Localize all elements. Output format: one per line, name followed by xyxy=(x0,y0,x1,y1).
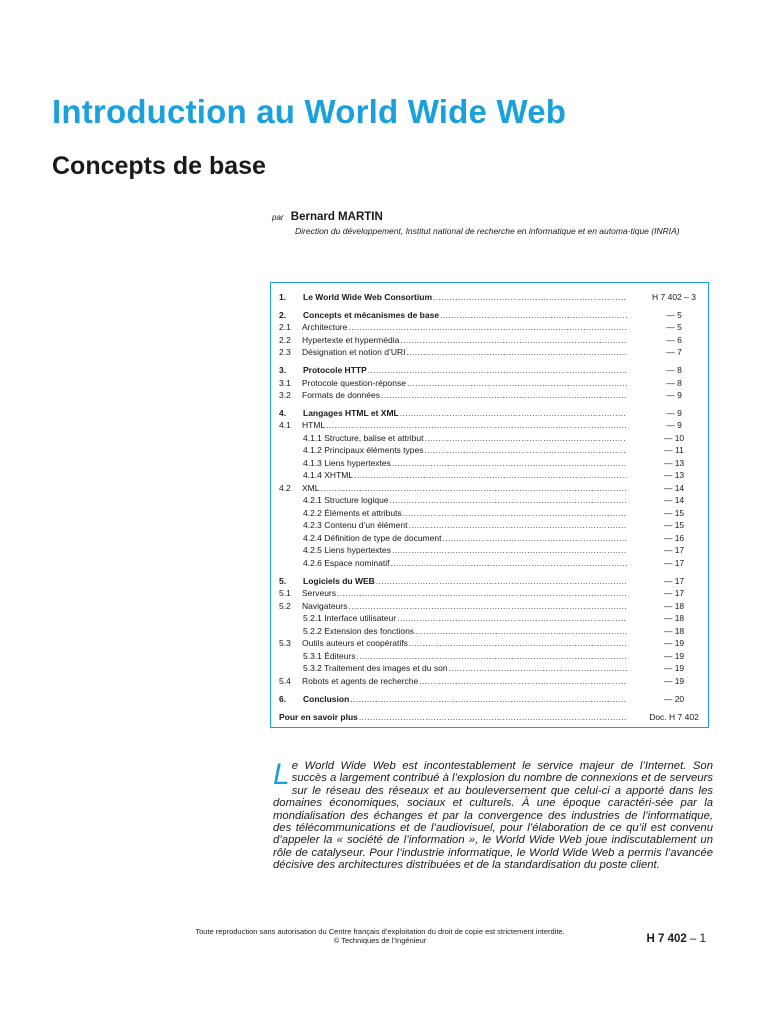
toc-entry[interactable] xyxy=(279,321,707,333)
toc-page-ref: — 18 xyxy=(663,601,685,611)
toc-page-ref: — 8 xyxy=(666,378,682,388)
toc-page-ref: — 18 xyxy=(663,613,685,623)
toc-page-ref: — 8 xyxy=(666,365,682,375)
toc-page-ref: — 17 xyxy=(663,558,685,568)
toc-page-ref: — 18 xyxy=(663,626,685,636)
toc-title-line xyxy=(279,711,627,723)
toc-entry[interactable] xyxy=(279,587,707,599)
toc-title-line xyxy=(303,612,627,624)
toc-leader-dots xyxy=(354,469,627,481)
toc-label: 4.2.2 Éléments et attributs xyxy=(303,508,402,518)
toc-label: Conclusion xyxy=(303,694,350,704)
toc-number: 5.2 xyxy=(279,601,291,611)
toc-label: 4.2.4 Définition de type de document xyxy=(303,533,442,543)
toc-leader-dots xyxy=(415,625,627,637)
toc-page-ref: — 5 xyxy=(666,322,682,332)
toc-number: 5.3 xyxy=(279,638,291,648)
toc-leader-dots xyxy=(449,662,627,674)
toc-title-line xyxy=(302,482,627,494)
toc-title-line xyxy=(303,494,627,506)
toc-label: 4.2.6 Espace nominatif xyxy=(303,558,390,568)
copyright-line: Toute reproduction sans autorisation du Centre français d’exploitation du droit de copie est strictement interdite. xyxy=(195,927,565,936)
toc-title-line xyxy=(303,457,627,469)
toc-title-line xyxy=(303,662,627,674)
toc-leader-dots xyxy=(390,494,627,506)
toc-leader-dots xyxy=(326,419,627,431)
toc-page-ref: — 13 xyxy=(663,470,685,480)
toc-page-ref: — 15 xyxy=(663,508,685,518)
toc-entry[interactable] xyxy=(279,693,707,705)
copyright-notice xyxy=(100,927,660,945)
page-number: 1 xyxy=(699,933,706,945)
table-of-contents xyxy=(270,282,709,728)
toc-entry[interactable] xyxy=(279,650,707,662)
toc-number: 2.1 xyxy=(279,322,291,332)
toc-label: 4.2.1 Structure logique xyxy=(303,495,389,505)
toc-entry[interactable] xyxy=(279,625,707,637)
toc-label: XML xyxy=(302,483,320,493)
toc-entry[interactable] xyxy=(279,519,707,531)
toc-title-line xyxy=(303,444,627,456)
toc-entry[interactable] xyxy=(279,389,707,401)
toc-page-ref: — 19 xyxy=(663,663,685,673)
toc-page-ref: H 7 402 – 3 xyxy=(652,292,696,302)
toc-leader-dots xyxy=(337,587,627,599)
toc-leader-dots xyxy=(381,389,627,401)
toc-number: 5.4 xyxy=(279,676,291,686)
toc-leader-dots xyxy=(400,334,627,346)
page-separator: – xyxy=(686,933,700,945)
copyright-owner: © Techniques de l’Ingénieur xyxy=(333,936,427,945)
toc-entry[interactable] xyxy=(279,419,707,431)
toc-leader-dots xyxy=(320,482,627,494)
document-title: Introduction au World Wide Web xyxy=(52,93,567,130)
toc-entry[interactable] xyxy=(279,507,707,519)
author-line xyxy=(272,211,722,223)
toc-page-ref: — 5 xyxy=(666,310,682,320)
toc-entry[interactable] xyxy=(279,494,707,506)
toc-title-line xyxy=(303,575,627,587)
toc-label: 4.1.3 Liens hypertextes xyxy=(303,458,391,468)
toc-label: 4.2.5 Liens hypertextes xyxy=(303,545,391,555)
toc-page-ref: — 9 xyxy=(666,390,682,400)
toc-page-ref: — 11 xyxy=(664,445,684,455)
toc-title-line xyxy=(302,377,627,389)
toc-leader-dots xyxy=(348,600,627,612)
toc-number: 2. xyxy=(279,310,287,320)
toc-label: Concepts et mécanismes de base xyxy=(303,310,440,320)
author-block xyxy=(272,211,722,236)
toc-number: 4.1 xyxy=(279,420,291,430)
toc-page-ref: — 13 xyxy=(663,458,685,468)
toc-label: 5.2.2 Extension des fonctions xyxy=(303,626,415,636)
toc-title-line xyxy=(303,519,627,531)
toc-leader-dots xyxy=(368,364,627,376)
toc-leader-dots xyxy=(376,575,627,587)
toc-number: 5. xyxy=(279,576,287,586)
toc-label: Protocole question-réponse xyxy=(302,378,406,388)
toc-leader-dots xyxy=(440,309,627,321)
toc-entry[interactable] xyxy=(279,444,707,456)
toc-title-line xyxy=(303,532,627,544)
document-subtitle: Concepts de base xyxy=(52,152,266,180)
toc-page-ref: — 14 xyxy=(663,495,685,505)
toc-number: 3.2 xyxy=(279,390,291,400)
toc-label: Logiciels du WEB xyxy=(303,576,375,586)
drop-cap: L xyxy=(273,758,290,791)
toc-leader-dots xyxy=(407,377,627,389)
toc-title-line xyxy=(303,693,627,705)
toc-label: Hypertexte et hypermédia xyxy=(302,335,400,345)
toc-title-line xyxy=(302,334,627,346)
toc-label: Désignation et notion d’URI xyxy=(302,347,406,357)
toc-number: 4.2 xyxy=(279,483,291,493)
toc-leader-dots xyxy=(392,457,627,469)
toc-page-ref: — 17 xyxy=(663,576,685,586)
toc-leader-dots xyxy=(424,432,627,444)
toc-leader-dots xyxy=(419,675,627,687)
page-reference xyxy=(647,933,706,945)
toc-leader-dots xyxy=(403,507,627,519)
toc-entry[interactable] xyxy=(279,662,707,674)
toc-leader-dots xyxy=(409,637,627,649)
toc-leader-dots xyxy=(359,711,627,723)
toc-title-line xyxy=(303,650,627,662)
toc-page-ref: — 17 xyxy=(663,545,685,555)
toc-entry[interactable] xyxy=(279,675,707,687)
toc-entry[interactable] xyxy=(279,612,707,624)
toc-page-ref: — 6 xyxy=(666,335,682,345)
toc-label: 4.2.3 Contenu d’un élément xyxy=(303,520,408,530)
author-name: Bernard MARTIN xyxy=(290,211,383,223)
toc-entry[interactable] xyxy=(279,457,707,469)
toc-entry[interactable] xyxy=(279,309,707,321)
toc-leader-dots xyxy=(392,544,627,556)
toc-label: Langages HTML et XML xyxy=(303,408,399,418)
toc-label: Navigateurs xyxy=(302,601,348,611)
toc-label: Serveurs xyxy=(302,588,337,598)
toc-entry[interactable] xyxy=(279,364,707,376)
toc-title-line xyxy=(303,507,627,519)
toc-label: Outils auteurs et coopératifs xyxy=(302,638,408,648)
toc-leader-dots xyxy=(408,519,627,531)
intro-text: e World Wide Web est incontestablement le service majeur de l’Internet. Son succès a largement contribué à l’explosion du nombre de connexions et de serveurs sur le réseau des réseaux et au bouleversement que celui-ci a apporté dans les domaines économiques, sociaux et culturels. À une époque caractéri-sée par la mondialisation des échanges et par la convergence des industries de l’informatique, des télécommunications et de l’audiovisuel, pour l’élaboration de ce qu’il est convenu d’appeler la « société de l’information », le World Wide Web joue indiscutablement un rôle de catalyseur. Pour l’industrie informatique, le World Wide Web a permis l’avancée décisive des architectures distribuées et de la standardisation du poste client. xyxy=(273,760,713,872)
toc-title-line xyxy=(303,364,627,376)
toc-label: Architecture xyxy=(302,322,348,332)
toc-entry[interactable] xyxy=(279,407,707,419)
toc-page-ref: — 19 xyxy=(663,676,685,686)
toc-title-line xyxy=(302,419,627,431)
author-prefix: par xyxy=(272,213,284,222)
toc-page-ref: — 19 xyxy=(663,651,685,661)
toc-entry[interactable] xyxy=(279,334,707,346)
toc-leader-dots xyxy=(356,650,627,662)
author-affiliation: Direction du développement, Institut national de recherche en informatique et en automa-tique (INRIA) xyxy=(295,226,680,236)
toc-page-ref: — 19 xyxy=(663,638,685,648)
toc-label: 4.1.4 XHTML xyxy=(303,470,354,480)
toc-entry[interactable] xyxy=(279,291,707,303)
intro-paragraph xyxy=(273,760,713,872)
toc-entry[interactable] xyxy=(279,346,707,358)
toc-title-line xyxy=(303,309,627,321)
toc-page-ref: — 20 xyxy=(663,694,685,704)
toc-page-ref: — 14 xyxy=(663,483,685,493)
toc-title-line xyxy=(303,432,627,444)
toc-leader-dots xyxy=(390,557,627,569)
toc-entry[interactable] xyxy=(279,482,707,494)
toc-label: 4.1.1 Structure, balise et attribut xyxy=(303,433,424,443)
toc-leader-dots xyxy=(442,532,627,544)
toc-leader-dots xyxy=(350,693,627,705)
toc-entry[interactable] xyxy=(279,432,707,444)
toc-leader-dots xyxy=(400,407,627,419)
toc-label: Robots et agents de recherche xyxy=(302,676,419,686)
toc-entry[interactable] xyxy=(279,637,707,649)
toc-number: 5.1 xyxy=(279,588,291,598)
toc-page-ref: — 9 xyxy=(666,420,682,430)
toc-page-ref: — 7 xyxy=(666,347,682,357)
toc-title-line xyxy=(302,587,627,599)
toc-title-line xyxy=(302,675,627,687)
toc-page-ref: — 15 xyxy=(663,520,685,530)
toc-label: 5.3.2 Traitement des images et du son xyxy=(303,663,448,673)
toc-entry[interactable] xyxy=(279,600,707,612)
toc-number: 4. xyxy=(279,408,287,418)
toc-entry[interactable] xyxy=(279,377,707,389)
doc-reference: H 7 402 xyxy=(646,933,687,945)
toc-title-line xyxy=(303,625,627,637)
toc-title-line xyxy=(302,389,627,401)
toc-label: 5.2.1 Interface utilisateur xyxy=(303,613,397,623)
toc-entry[interactable] xyxy=(279,557,707,569)
toc-label: Protocole HTTP xyxy=(303,365,367,375)
toc-page-ref: — 10 xyxy=(663,433,685,443)
toc-title-line xyxy=(303,407,627,419)
toc-number: 3.1 xyxy=(279,378,291,388)
toc-label: HTML xyxy=(302,420,326,430)
toc-entry[interactable] xyxy=(279,544,707,556)
toc-page-ref: Doc. H 7 402 xyxy=(649,712,699,722)
toc-page-ref: — 9 xyxy=(666,408,682,418)
toc-title-line xyxy=(303,291,627,303)
toc-label: Formats de données xyxy=(302,390,380,400)
toc-number: 2.3 xyxy=(279,347,291,357)
toc-title-line xyxy=(302,321,627,333)
toc-leader-dots xyxy=(424,444,627,456)
toc-number: 2.2 xyxy=(279,335,291,345)
toc-title-line xyxy=(302,600,627,612)
toc-title-line xyxy=(303,557,627,569)
toc-entry[interactable] xyxy=(279,711,707,723)
toc-title-line xyxy=(302,346,627,358)
toc-entry[interactable] xyxy=(279,469,707,481)
toc-title-line xyxy=(302,637,627,649)
toc-number: 1. xyxy=(279,292,287,302)
toc-label: Pour en savoir plus xyxy=(279,712,358,722)
toc-number: 6. xyxy=(279,694,287,704)
toc-title-line xyxy=(303,469,627,481)
toc-label: 5.3.1 Éditeurs xyxy=(303,651,356,661)
toc-label: Le World Wide Web Consortium xyxy=(303,292,432,302)
toc-leader-dots xyxy=(433,291,627,303)
toc-leader-dots xyxy=(348,321,627,333)
toc-number: 3. xyxy=(279,365,287,375)
toc-page-ref: — 16 xyxy=(663,533,685,543)
toc-entry[interactable] xyxy=(279,532,707,544)
toc-leader-dots xyxy=(397,612,627,624)
toc-leader-dots xyxy=(406,346,627,358)
toc-entry[interactable] xyxy=(279,575,707,587)
toc-label: 4.1.2 Principaux éléments types xyxy=(303,445,424,455)
toc-page-ref: — 17 xyxy=(663,588,685,598)
toc-title-line xyxy=(303,544,627,556)
